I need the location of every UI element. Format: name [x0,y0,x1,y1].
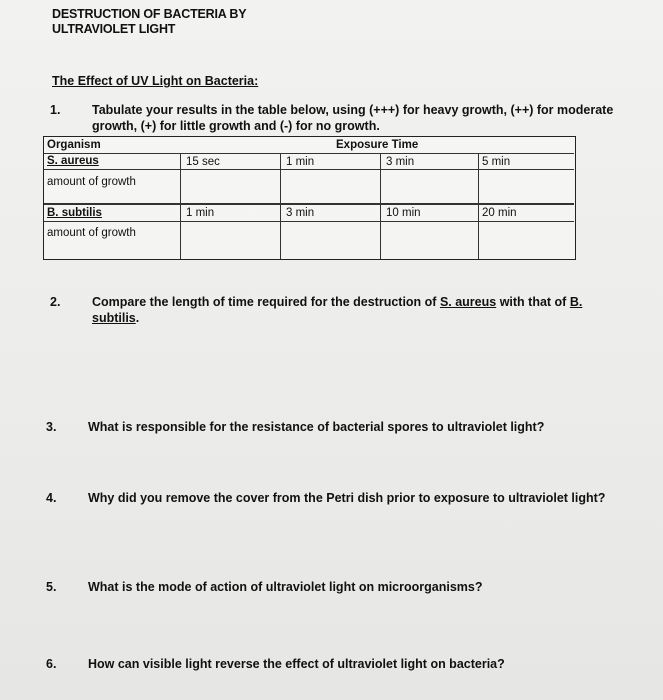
question-2-text-part: . [135,311,140,325]
organism-b-subtilis: B. subtilis [47,207,102,219]
time-cell: 3 min [386,156,415,168]
organism-b-subtilis-ref: B. subtilis [92,295,583,325]
growth-row-label: amount of growth [47,227,136,239]
organism-s-aureus: S. aureus [47,155,99,167]
question-1-number: 1. [50,103,61,117]
time-cell: 3 min [286,207,315,219]
question-4-number: 4. [46,491,57,505]
question-3-text: What is responsible for the resistance of bacterial spores to ultraviolet light? [88,420,545,434]
question-2-text [92,294,632,326]
organism-header: Organism [47,139,101,151]
table-rule [44,203,574,205]
question-2-text-part: Compare the length of time required for the destruction of [92,295,440,309]
question-2-text-part: with that of [496,295,570,309]
time-cell: 15 sec [186,156,220,168]
document-title [52,7,246,37]
table-rule [44,153,574,154]
time-cell: 10 min [386,207,421,219]
question-1-text: Tabulate your results in the table below, using (+++) for heavy growth, (++) for moderate growth, (+) for little growth and (-) for no growth. [92,103,614,133]
question-4-text: Why did you remove the cover from the Petri dish prior to exposure to ultraviolet light? [88,491,606,505]
question-6-text: How can visible light reverse the effect of ultraviolet light on bacteria? [88,657,505,671]
question-2-number: 2. [50,295,61,309]
table-rule [478,153,479,259]
growth-row-label: amount of growth [47,176,136,188]
table-rule [180,153,181,259]
time-cell: 1 min [286,156,315,168]
table-rule [44,221,574,222]
question-5-text: What is the mode of action of ultraviolet light on microorganisms? [88,580,483,594]
title-line-2: ULTRAVIOLET LIGHT [52,22,176,36]
exposure-time-header: Exposure Time [336,139,419,151]
table-rule [280,153,281,259]
time-cell: 5 min [482,156,511,168]
question-5-number: 5. [46,580,57,594]
organism-s-aureus-ref: S. aureus [439,295,497,309]
table-rule [44,169,574,170]
title-line-1: DESTRUCTION OF BACTERIA BY [52,7,247,21]
time-cell: 20 min [482,207,517,219]
results-table [43,136,576,260]
table-rule [380,153,381,259]
question-6-number: 6. [46,657,57,671]
section-heading: The Effect of UV Light on Bacteria: [52,74,259,88]
question-3-number: 3. [46,420,57,434]
time-cell: 1 min [186,207,215,219]
